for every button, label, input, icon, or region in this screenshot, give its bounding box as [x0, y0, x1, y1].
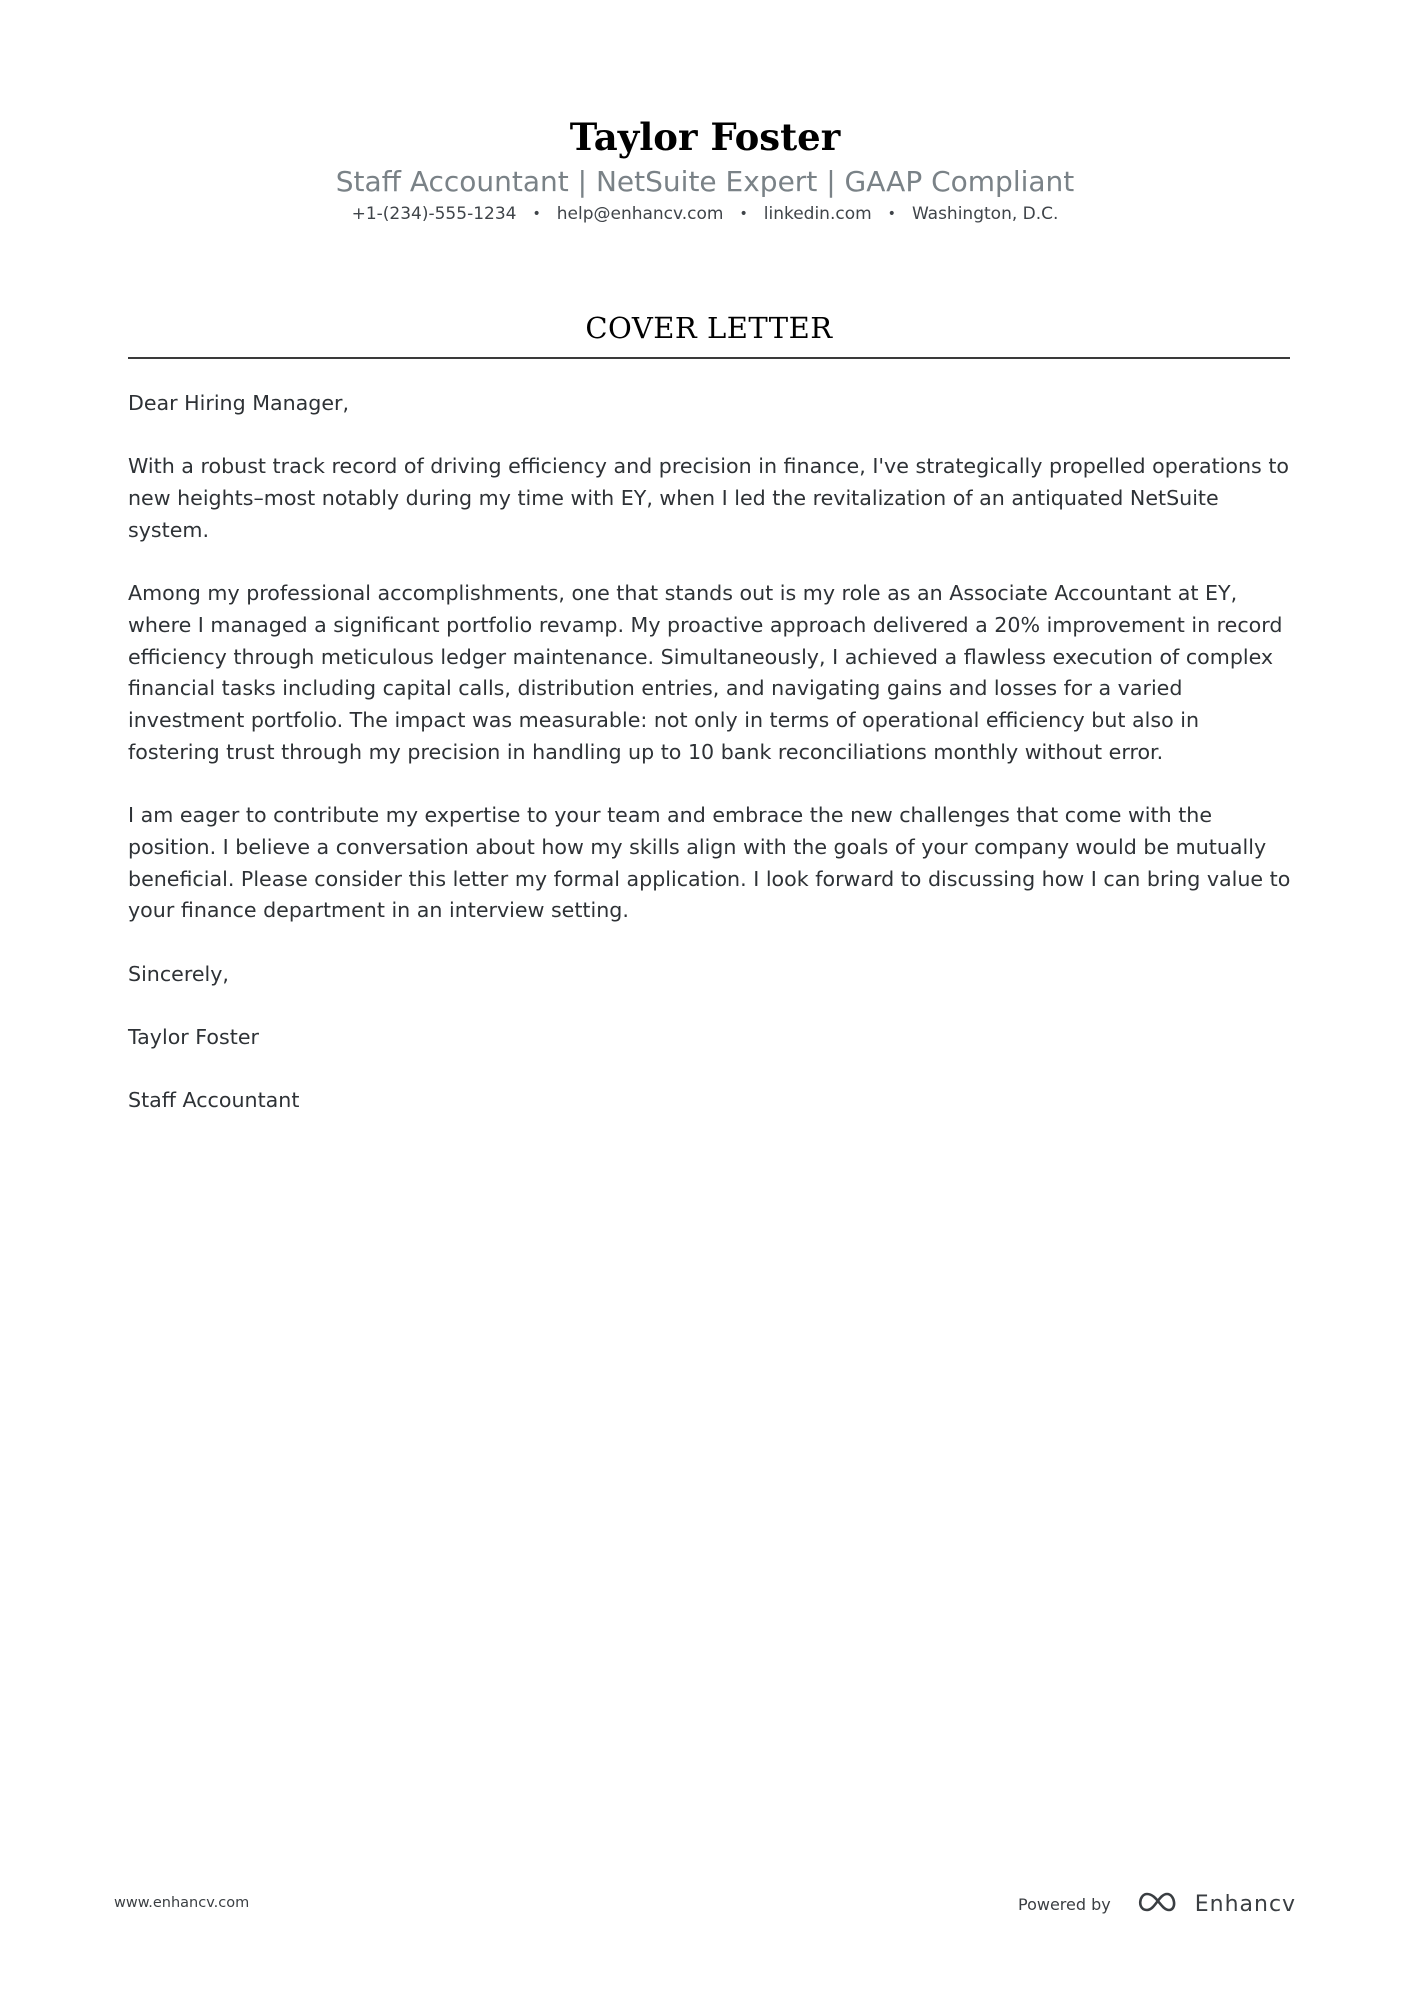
- header: [0, 112, 1410, 226]
- footer-branding: [1018, 1890, 1296, 1918]
- section-title: COVER LETTER: [585, 311, 833, 345]
- paragraph-3: I am eager to contribute my expertise to your team and embrace the new challenges that come with the position. I believe a conversation about how my skills align with the goals of your company would be mutually beneficial. Please consider this letter my formal application. I look forward to discussing how I can bring value to your finance department in an interview setting.: [128, 803, 1291, 923]
- closing: Sincerely,: [128, 961, 229, 986]
- section-divider: [128, 357, 1290, 359]
- location: Washington, D.C.: [911, 204, 1059, 224]
- signature-name: Taylor Foster: [128, 1024, 259, 1049]
- separator-dot: •: [739, 206, 748, 222]
- enhancv-logo-icon: [1135, 1890, 1181, 1918]
- separator-dot: •: [887, 206, 896, 222]
- candidate-subtitle: Staff Accountant | NetSuite Expert | GAAP Compliant: [335, 165, 1075, 198]
- contact-info: [0, 202, 1410, 226]
- separator-dot: •: [532, 206, 541, 222]
- email[interactable]: help@enhancv.com: [556, 204, 724, 224]
- greeting: Dear Hiring Manager,: [128, 391, 350, 415]
- powered-by-label: Powered by: [1018, 1894, 1111, 1914]
- enhancv-brand: Enhancv: [1194, 1891, 1297, 1917]
- phone: +1-(234)-555-1234: [351, 204, 517, 224]
- signature-title: Staff Accountant: [128, 1088, 300, 1113]
- footer-website[interactable]: www.enhancv.com: [114, 1895, 250, 1911]
- paragraph-1: With a robust track record of driving efficiency and precision in finance, I've strategically propelled operations to new heights–most notably during my time with EY, when I led the revitalization of an antiquated NetSuite system.: [128, 454, 1289, 542]
- linkedin-link[interactable]: linkedin.com: [763, 204, 872, 224]
- paragraph-2: Among my professional accomplishments, one that stands out is my role as an Associate Accountant at EY, where I managed a significant portfolio revamp. My proactive approach delivered a 20% improvement in record efficiency through meticulous ledger maintenance. Simultaneously, I achieved a flawless execution of complex financial tasks including capital calls, distribution entries, and navigating gains and losses for a varied investment portfolio. The impact was measurable: not only in terms of operational efficiency but also in fostering trust through my precision in handling up to 10 bank reconciliations monthly without error.: [128, 581, 1283, 764]
- letter-body: [128, 388, 1292, 1149]
- candidate-name: Taylor Foster: [569, 115, 841, 159]
